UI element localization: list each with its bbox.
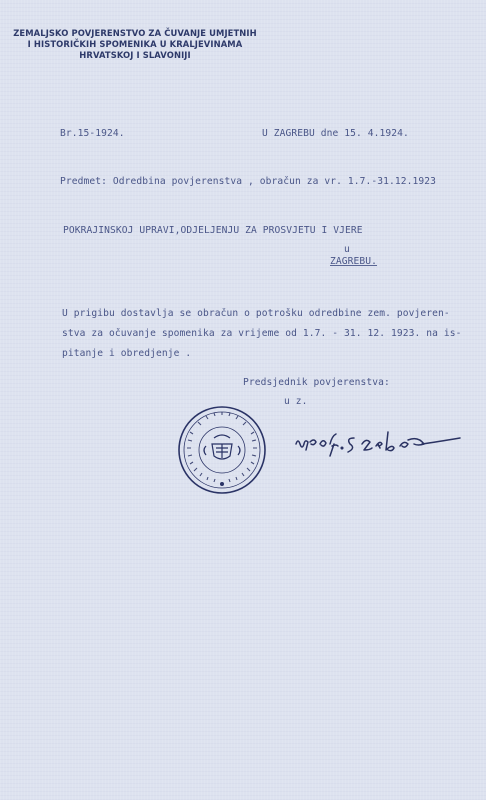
signature-title: Predsjednik povjerenstva: bbox=[243, 377, 390, 388]
addressee-city: ZAGREBU. bbox=[330, 256, 378, 267]
addressee-line-1: POKRAJINSKOJ UPRAVI,ODJELJENJU ZA PROSVJETU I VJERE bbox=[63, 225, 363, 236]
letterhead-line-1: ZEMALJSKO POVJERENSTVO ZA ČUVANJE UMJETNIH bbox=[13, 28, 257, 38]
body-line-3: pitanje i obredjenje . bbox=[62, 348, 192, 359]
signature-uz: u z. bbox=[284, 396, 308, 407]
reference-number: Br.15-1924. bbox=[60, 128, 125, 139]
place-date: U ZAGREBU dne 15. 4.1924. bbox=[262, 128, 409, 139]
subject-line: Predmet: Odredbina povjerenstva , obračun za vr. 1.7.-31.12.1923 bbox=[60, 176, 437, 187]
letterhead-line-2: I HISTORIČKIH SPOMENIKA U KRALJEVINAMA bbox=[27, 39, 243, 49]
body-line-1: U prigibu dostavlja se obračun o potrošku odredbine zem. povjeren- bbox=[62, 308, 450, 319]
handwritten-signature bbox=[290, 420, 470, 460]
body-line-2: stva za očuvanje spomenika za vrijeme od 1.7. - 31. 12. 1923. na is- bbox=[62, 328, 462, 339]
letterhead-line-3: HRVATSKOJ I SLAVONIJI bbox=[79, 50, 191, 60]
letterhead bbox=[10, 28, 260, 61]
official-seal-stamp bbox=[176, 404, 268, 496]
addressee-line-2: u bbox=[344, 244, 350, 255]
